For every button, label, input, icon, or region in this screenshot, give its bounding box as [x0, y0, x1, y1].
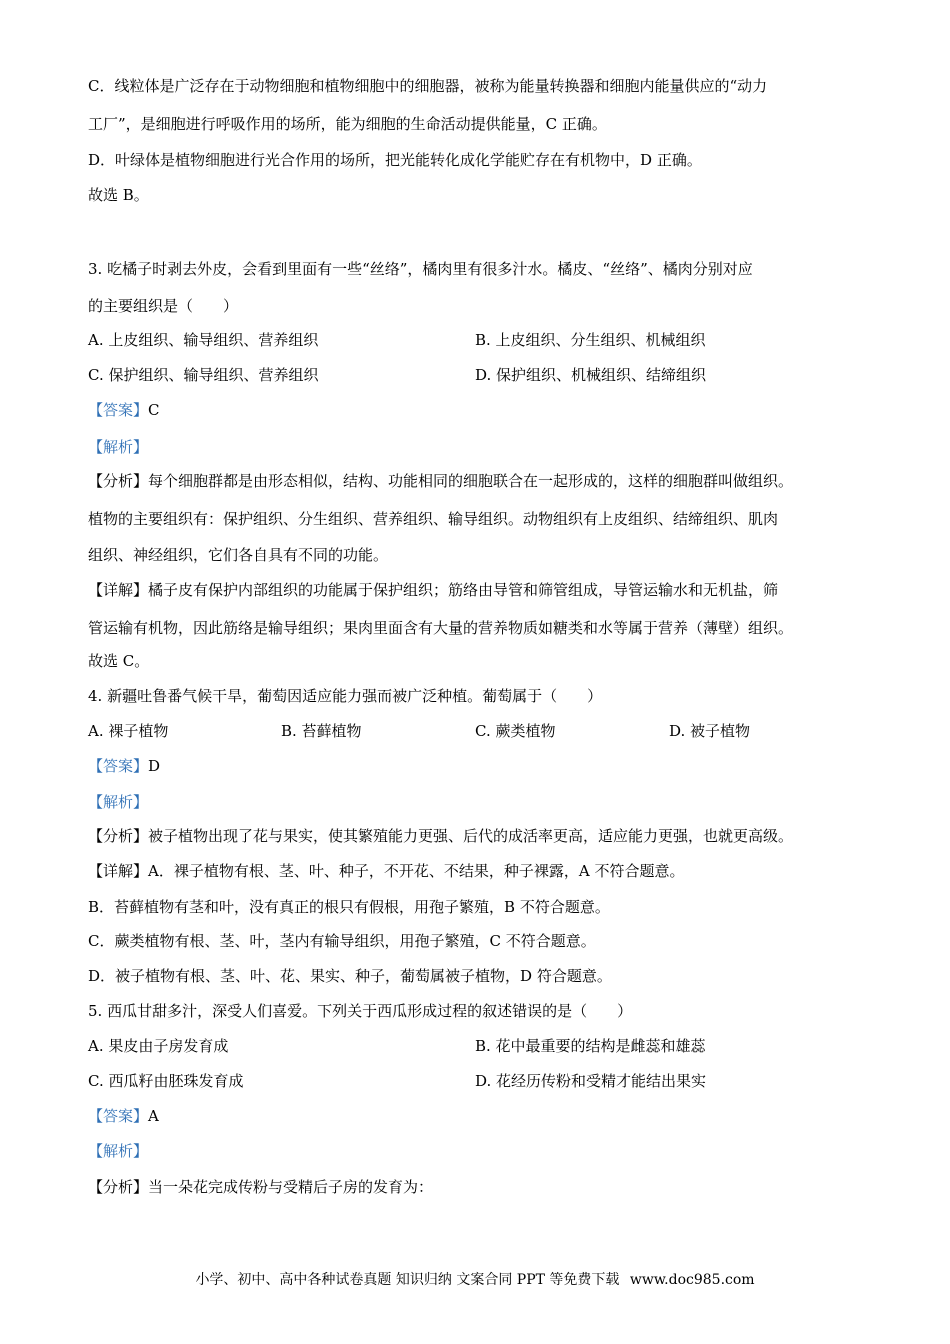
q3-option-a: A. 上皮组织、输导组织、营养组织	[88, 331, 319, 349]
answer-tag: 【答案】	[88, 1107, 149, 1125]
analysis-tag: 【分析】	[88, 1178, 149, 1196]
q5-option-c: C. 西瓜籽由胚珠发育成	[88, 1072, 244, 1090]
q3-stem-line-1: 3. 吃橘子时剥去外皮，会看到里面有一些“丝络”，橘肉里有很多汁水。橘皮、“丝络”、橘肉分别对应	[88, 260, 753, 278]
q5-answer-line	[88, 1106, 159, 1126]
q2-option-c-line-2: 工厂”，是细胞进行呼吸作用的场所，能为细胞的生命活动提供能量，C 正确。	[88, 115, 607, 133]
analysis-header-tag: 【解析】	[88, 793, 149, 811]
footer-text: 小学、初中、高中各种试卷真题 知识归纳 文案合同 PPT 等免费下载	[195, 1272, 620, 1288]
q3-option-d: D. 保护组织、机械组织、结缔组织	[475, 366, 707, 384]
q5-answer-value: A	[148, 1107, 159, 1125]
q5-option-a: A. 果皮由子房发育成	[88, 1037, 229, 1055]
q5-analysis-header	[88, 1141, 148, 1161]
q5-option-d: D. 花经历传粉和受精才能结出果实	[475, 1072, 707, 1090]
q3-option-c: C. 保护组织、输导组织、营养组织	[88, 366, 319, 384]
q4-analysis-line	[88, 826, 793, 846]
q2-choose-line: 故选 B。	[88, 186, 149, 204]
q2-option-d-line: D．叶绿体是植物细胞进行光合作用的场所，把光能转化成化学能贮存在有机物中，D 正确。	[88, 151, 702, 169]
q2-option-c-line-1: C．线粒体是广泛存在于动物细胞和植物细胞中的细胞器，被称为能量转换器和细胞内能量供应的“动力	[88, 77, 768, 95]
q3-stem-line-2: 的主要组织是（ ）	[88, 297, 239, 315]
q3-answer-line	[88, 400, 160, 420]
q5-analysis-line	[88, 1177, 433, 1197]
q3-analysis-text-1: 每个细胞群都是由形态相似，结构、功能相同的细胞联合在一起形成的，这样的细胞群叫做组织。	[148, 472, 794, 490]
detail-tag: 【详解】	[88, 862, 149, 880]
q4-answer-line	[88, 756, 160, 776]
detail-tag: 【详解】	[88, 581, 149, 599]
q3-choose-line: 故选 C。	[88, 652, 150, 670]
q3-answer-value: C	[148, 401, 160, 419]
q4-option-c: C. 蕨类植物	[475, 722, 556, 740]
analysis-tag: 【分析】	[88, 827, 149, 845]
q3-detail-line-2: 管运输有机物，因此筋络是输导组织；果肉里面含有大量的营养物质如糖类和水等属于营养（薄壁）组织。	[88, 619, 794, 637]
q4-option-d: D. 被子植物	[669, 722, 751, 740]
q3-analysis-header	[88, 437, 148, 457]
answer-tag: 【答案】	[88, 757, 149, 775]
q4-detail-line-d: D．被子植物有根、茎、叶、花、果实、种子，葡萄属被子植物，D 符合题意。	[88, 967, 612, 985]
q3-option-b: B. 上皮组织、分生组织、机械组织	[475, 331, 706, 349]
q4-detail-line-a	[88, 861, 684, 881]
q4-detail-line-c: C．蕨类植物有根、茎、叶，茎内有输导组织，用孢子繁殖，C 不符合题意。	[88, 932, 596, 950]
q4-detail-line-b: B．苔藓植物有茎和叶，没有真正的根只有假根，用孢子繁殖，B 不符合题意。	[88, 898, 610, 916]
analysis-header-tag: 【解析】	[88, 438, 149, 456]
q3-detail-line-1	[88, 580, 778, 600]
q5-stem-line: 5. 西瓜甘甜多汁，深受人们喜爱。下列关于西瓜形成过程的叙述错误的是（ ）	[88, 1002, 633, 1020]
analysis-tag: 【分析】	[88, 472, 149, 490]
q3-analysis-line-3: 组织、神经组织，它们各自具有不同的功能。	[88, 546, 389, 564]
q4-detail-text-a: A．裸子植物有根、茎、叶、种子，不开花、不结果，种子裸露，A 不符合题意。	[148, 862, 685, 880]
q3-detail-text-1: 橘子皮有保护内部组织的功能属于保护组织；筋络由导管和筛管组成，导管运输水和无机盐，筛	[148, 581, 779, 599]
analysis-header-tag: 【解析】	[88, 1142, 149, 1160]
page-footer	[0, 1270, 950, 1290]
q3-analysis-line-1	[88, 471, 793, 491]
footer-site-link[interactable]: www.doc985.com	[629, 1272, 755, 1288]
q4-answer-value: D	[148, 757, 161, 775]
q5-option-b: B. 花中最重要的结构是雌蕊和雄蕊	[475, 1037, 706, 1055]
q3-analysis-line-2: 植物的主要组织有：保护组织、分生组织、营养组织、输导组织。动物组织有上皮组织、结缔组织、肌肉	[88, 510, 779, 528]
q4-analysis-header	[88, 792, 148, 812]
q4-option-a: A. 裸子植物	[88, 722, 169, 740]
q4-analysis-text: 被子植物出现了花与果实，使其繁殖能力更强、后代的成活率更高，适应能力更强，也就更高级。	[148, 827, 794, 845]
q5-analysis-text: 当一朵花完成传粉与受精后子房的发育为：	[148, 1178, 434, 1196]
q4-option-b: B. 苔藓植物	[281, 722, 362, 740]
q4-stem-line: 4. 新疆吐鲁番气候干旱，葡萄因适应能力强而被广泛种植。葡萄属于（ ）	[88, 687, 603, 705]
answer-tag: 【答案】	[88, 401, 149, 419]
